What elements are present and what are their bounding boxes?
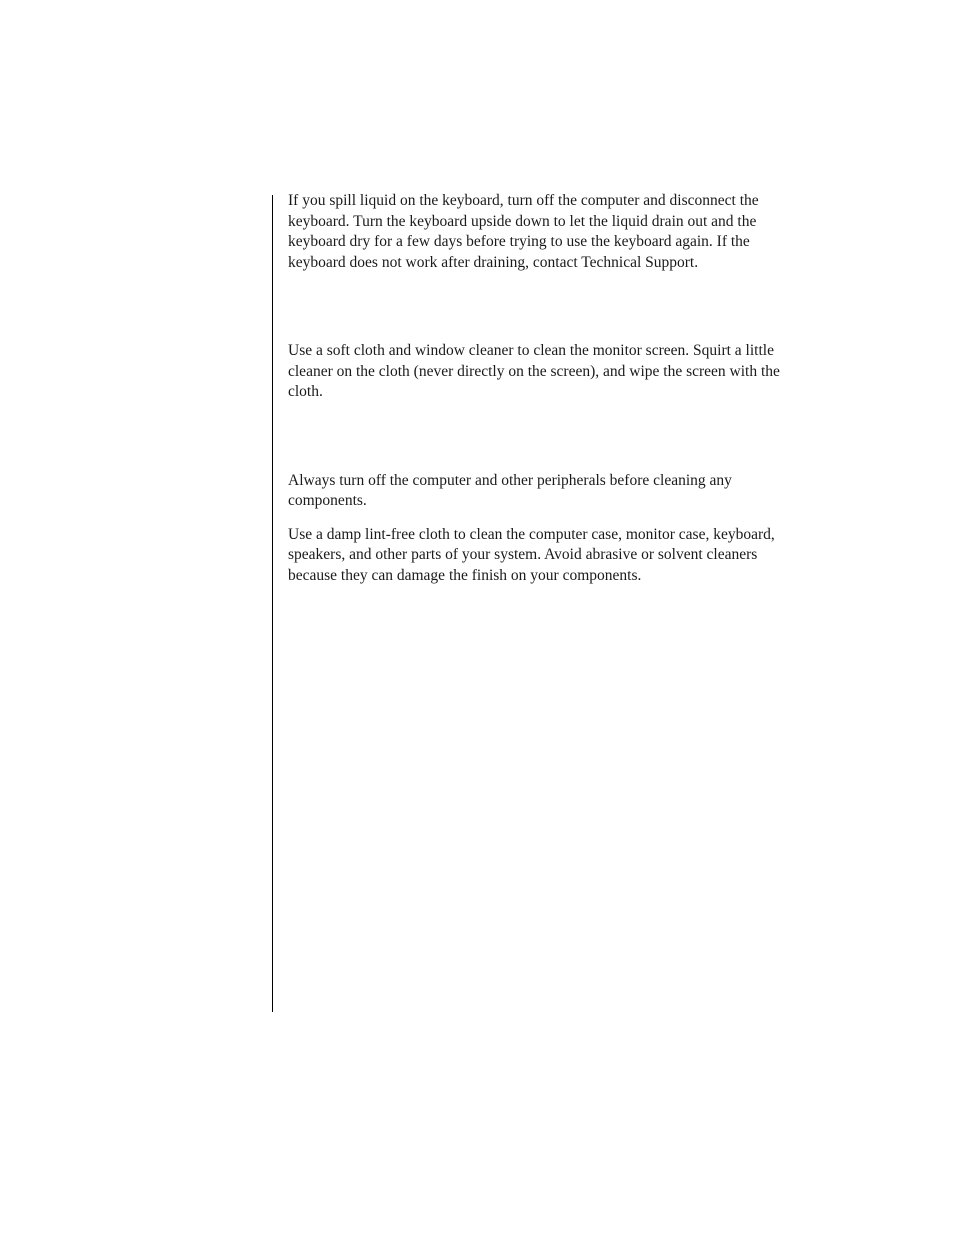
body-text-column [288, 191, 780, 586]
monitor-cleaning-section [288, 341, 780, 403]
margin-rule [272, 195, 273, 1012]
power-off-paragraph: Always turn off the computer and other peripherals before cleaning any components. [288, 471, 732, 509]
case-cleaning-paragraph: Use a damp lint-free cloth to clean the computer case, monitor case, keyboard, speakers, and other parts of your system. Avoid abrasive or solvent cleaners because they can damage the finish on your components. [288, 525, 775, 584]
monitor-cleaning-paragraph: Use a soft cloth and window cleaner to clean the monitor screen. Squirt a little cleaner on the cloth (never directly on the screen), and wipe the screen with the cloth. [288, 342, 780, 400]
keyboard-spill-paragraph: If you spill liquid on the keyboard, turn off the computer and disconnect the keyboard. Turn the keyboard upside down to let the liquid drain out and the keyboard dry for a few days before trying to use the keyboard again. If the keyboard does not work after draining, contact Technical Support. [288, 192, 759, 271]
case-cleaning-section [288, 471, 780, 587]
keyboard-spill-section [288, 191, 780, 273]
